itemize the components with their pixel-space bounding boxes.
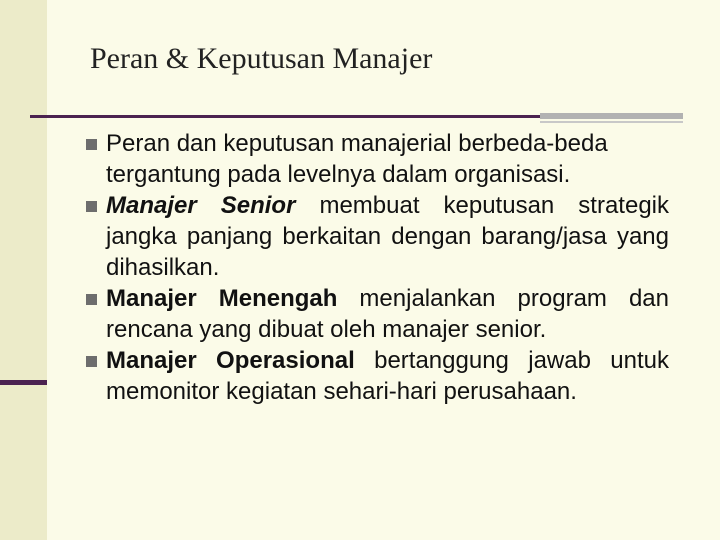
title-rule-dark	[30, 115, 540, 118]
square-bullet-icon	[86, 356, 97, 367]
title-rule-gray	[540, 113, 683, 119]
square-bullet-icon	[86, 201, 97, 212]
square-bullet-icon	[86, 139, 97, 150]
bullet-text: Peran dan keputusan manajerial berbeda-beda tergantung pada levelnya dalam organisasi.	[106, 130, 608, 188]
bullet-item	[84, 128, 669, 190]
slide-title: Peran & Keputusan Manajer	[90, 42, 433, 75]
bullet-term: Manajer Menengah	[106, 285, 338, 312]
bullet-item	[84, 190, 669, 283]
bullet-text: bertanggung jawab untuk memonitor kegiatan sehari-hari perusahaan.	[106, 347, 669, 405]
bullet-term: Manajer Senior	[106, 192, 296, 219]
square-bullet-icon	[86, 294, 97, 305]
left-accent-mark	[0, 380, 47, 385]
left-accent-band	[0, 0, 47, 540]
bullet-text: menjalankan program dan rencana yang dibuat oleh manajer senior.	[106, 285, 669, 343]
title-rule-gray-thin	[540, 121, 683, 123]
bullet-text: membuat keputusan strategik jangka panjang berkaitan dengan barang/jasa yang dihasilkan.	[106, 192, 669, 281]
bullet-item	[84, 283, 669, 345]
bullet-item	[84, 345, 669, 407]
slide-content	[84, 128, 669, 407]
bullet-term: Manajer Operasional	[106, 347, 355, 374]
